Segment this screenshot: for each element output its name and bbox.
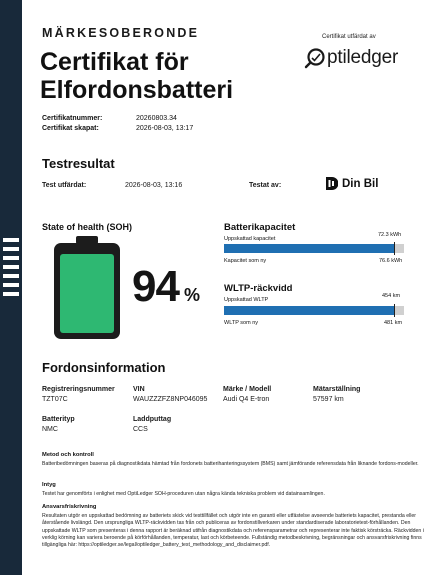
vin-label: VIN: [133, 386, 145, 393]
method-section: [42, 452, 424, 468]
disclaimer-heading: Ansvarsfriskrivning: [42, 504, 97, 510]
reg-number-label: Registreringsnummer: [42, 386, 115, 393]
sidebar-stripe: [3, 283, 19, 287]
wltp-estimated-value: 454 km: [382, 293, 401, 299]
reg-number-value: TZT07C: [42, 396, 68, 403]
odometer-value: 57597 km: [313, 396, 344, 403]
brand-independent-label: MÄRKESOBERONDE: [42, 26, 200, 40]
sidebar-stripe: [3, 265, 19, 269]
vin-cell: [133, 386, 207, 403]
odometer-cell: [313, 386, 360, 403]
certificate-page: [22, 0, 434, 575]
capacity-new-value: 76.6 kWh: [379, 258, 403, 264]
din-bil-logo-icon: [325, 176, 338, 191]
odometer-label: Mätarställning: [313, 386, 361, 393]
make-model-cell: [223, 386, 271, 403]
tested-by-name: Din Bil: [342, 177, 379, 190]
battery-type-cell: [42, 416, 75, 433]
wltp-bar-marker: [394, 304, 395, 317]
charging-label: Laddputtag: [133, 416, 172, 423]
integrity-text: Testet har genomförts i enlighet med OptiLedger SOH-proceduren utan några kända tekniska problem vid datainsamlingen.: [42, 491, 325, 498]
charging-value: CCS: [133, 426, 148, 433]
wltp-new-value: 481 km: [384, 320, 403, 326]
wltp-bar-fill: [224, 306, 394, 315]
integrity-section: [42, 482, 424, 498]
issuer-label: Certifikat utfärdat av: [322, 34, 376, 40]
decorative-sidebar: [0, 0, 22, 575]
certificate-created-label: Certifikat skapat:: [42, 125, 99, 132]
soh-title: State of health (SOH): [42, 222, 133, 232]
optiledger-logo: [304, 47, 398, 69]
method-text: Batteribedömningen baseras på diagnostikdata hämtad från fordonets batterihanteringssystem (BMS) samt jämförande referensdata från liknande fordons-modeller.: [42, 461, 419, 468]
charging-cell: [133, 416, 171, 433]
vehicle-info-heading: Fordonsinformation: [42, 360, 166, 375]
make-model-value: Audi Q4 E-tron: [223, 396, 270, 403]
page-title: Certifikat för Elfordonsbatteri: [40, 48, 234, 104]
wltp-new-label: WLTP som ny: [224, 320, 259, 326]
method-heading: Metod och kontroll: [42, 452, 94, 458]
disclaimer-text: Resultaten utgör en uppskattad bedömning av batteriets skick vid testtillfället och utgör inte en garanti eller utfästelse avseende batteriets kapacitet, prestanda eller återstående livslängd. Den ursprungliga WLTP-räckvidden tas från och publiceras av fordonstillverkaren under standardiserade laboratorietest-förhållanden. Den uppskattade WLTP som presenteras i denna rapport är beräknad utifrån diagnostikdata och referensparametrar och representerar inte faktisk körsträcka. Räckvidden i verklig körning kan variera beroende på körförhållanden, temperatur, last och körbeteende. Fullständig metodbeskrivning, begränsningar och ansvarsfriskrivning finns tillgängliga här: https://optiledger.se/legal/optiledger_battery_test_methodology_and_disclaimer.pdf.: [42, 513, 424, 549]
capacity-estimated-label: Uppskattad kapacitet: [224, 236, 276, 242]
certificate-number-value: 20260803.34: [136, 115, 177, 122]
sidebar-stripe: [3, 292, 19, 296]
sidebar-stripe: [3, 274, 19, 278]
wltp-estimated-label: Uppskattad WLTP: [224, 297, 269, 303]
certificate-created-value: 2026-08-03, 13:17: [136, 125, 194, 132]
sidebar-stripe: [3, 256, 19, 260]
soh-unit: %: [184, 285, 201, 305]
test-results-heading: Testresultat: [42, 156, 115, 171]
integrity-heading: Intyg: [42, 482, 56, 488]
wltp-bar: [224, 306, 404, 315]
battery-gauge: [52, 236, 122, 346]
disclaimer-section: [42, 504, 424, 549]
capacity-bar-marker: [394, 242, 395, 255]
optiledger-logo-icon: [304, 47, 326, 69]
issuer-name: ptiledger: [327, 47, 399, 68]
battery-type-value: NMC: [42, 426, 58, 433]
sidebar-stripe: [3, 238, 19, 242]
certificate-number-label: Certifikatnummer:: [42, 115, 103, 122]
capacity-bar-fill: [224, 244, 394, 253]
battery-fill-level: [60, 254, 114, 333]
capacity-new-label: Kapacitet som ny: [224, 258, 267, 264]
battery-type-label: Batterityp: [42, 416, 75, 423]
soh-value: 94: [132, 262, 179, 311]
din-bil-logo: [325, 176, 378, 191]
test-performed-label: Test utfärdat:: [42, 182, 87, 189]
sidebar-stripe: [3, 247, 19, 251]
tested-by-label: Testat av:: [249, 182, 282, 189]
capacity-estimated-value: 72.3 kWh: [378, 232, 402, 238]
reg-number-cell: [42, 386, 115, 403]
capacity-bar: [224, 244, 404, 253]
wltp-title: WLTP-räckvidd: [224, 283, 293, 294]
vin-value: WAUZZZFZ8NP046095: [133, 396, 208, 403]
make-model-label: Märke / Modell: [223, 386, 272, 393]
battery-icon: [52, 236, 122, 341]
capacity-title: Batterikapacitet: [224, 222, 296, 233]
test-performed-value: 2026-08-03, 13:16: [125, 182, 183, 189]
